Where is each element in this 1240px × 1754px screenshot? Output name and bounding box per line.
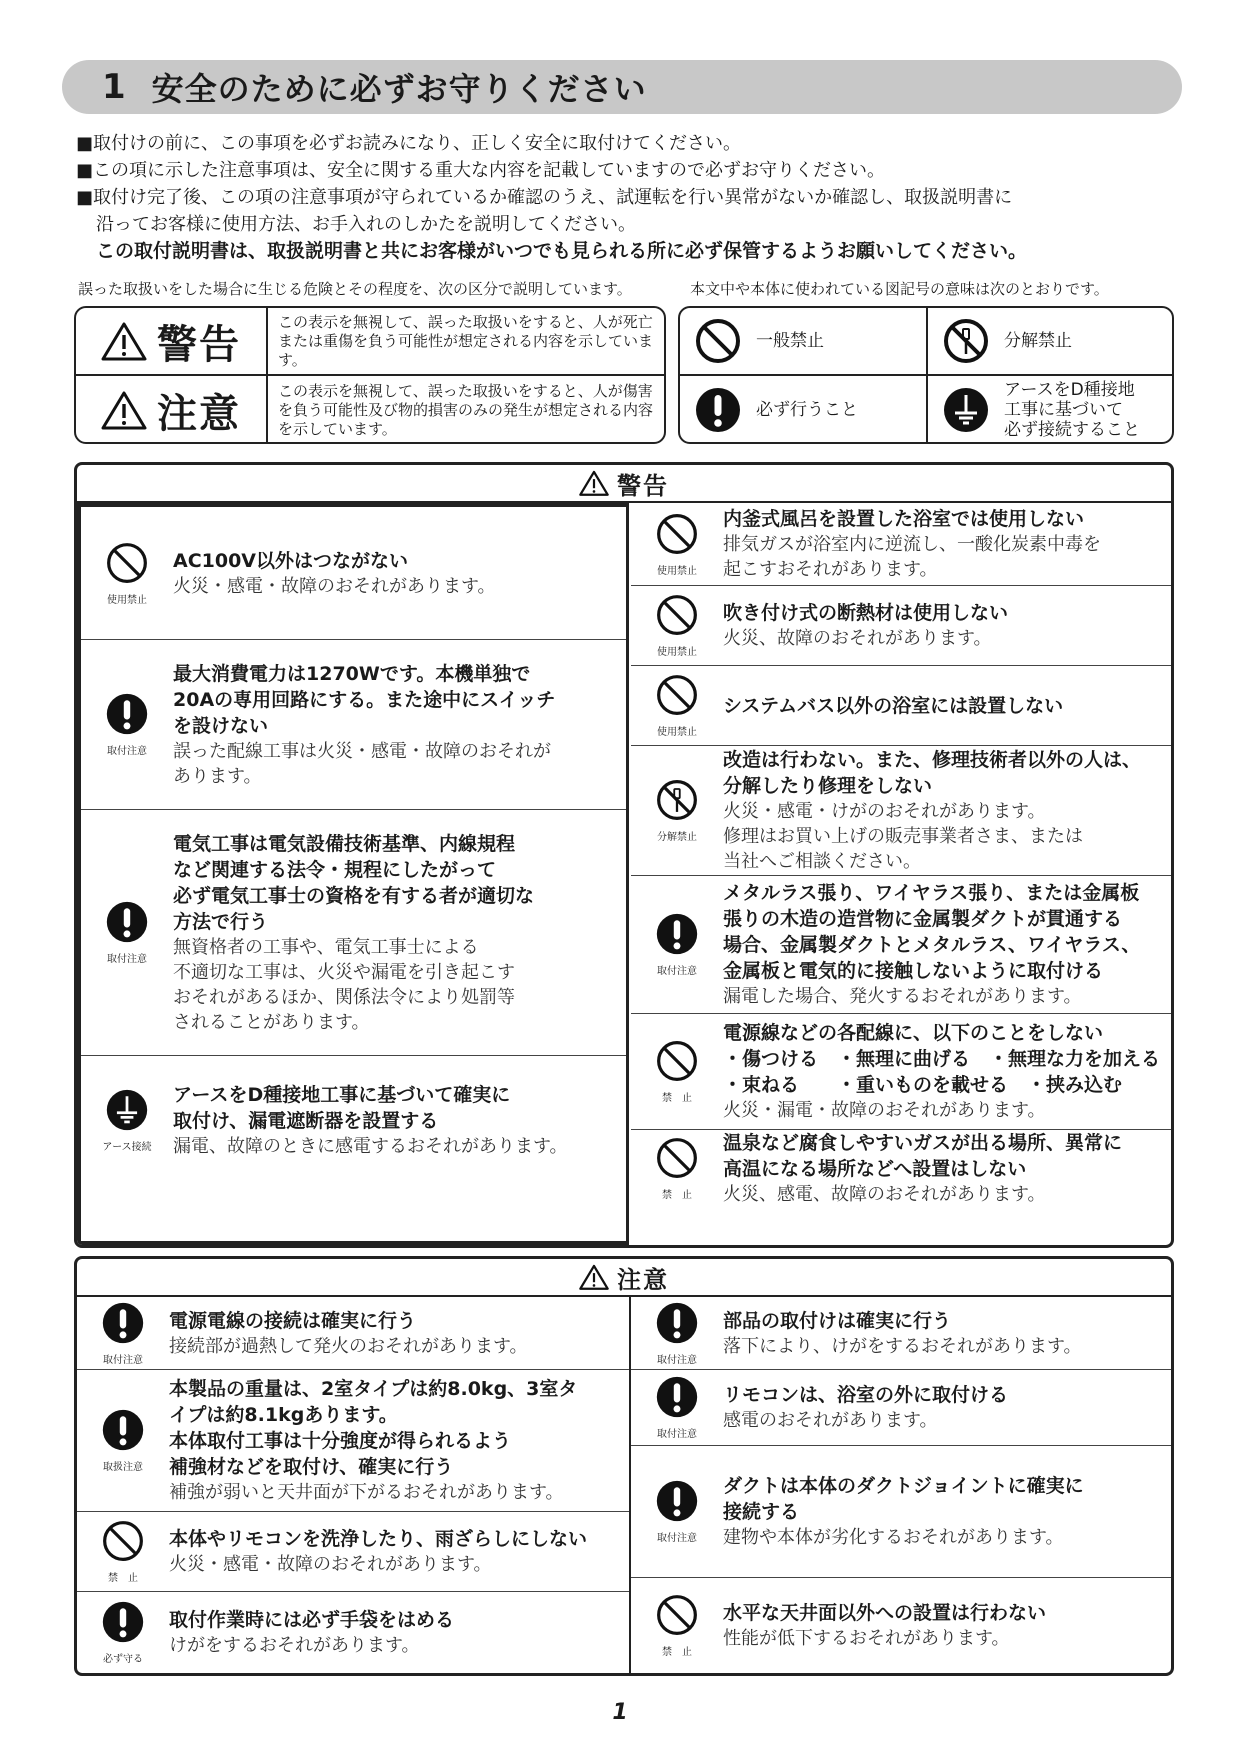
- item-heading: 高温になる場所などへ設置はしない: [723, 1158, 1027, 1180]
- icon-caption: 使用禁止: [657, 727, 697, 738]
- item-heading: メタルラス張り、ワイヤラス張り、または金属板: [723, 882, 1140, 904]
- page-number: 1: [612, 1700, 628, 1725]
- icon-caption: 分解禁止: [657, 832, 697, 843]
- item-heading: 取付け、漏電遮断器を設置する: [173, 1110, 439, 1132]
- intro-text: [76, 130, 1186, 265]
- item-heading: システムバス以外の浴室には設置しない: [723, 694, 1064, 717]
- mandatory-icon: [105, 692, 149, 740]
- item-heading: 金属板と電気的に接触しないように取付ける: [723, 960, 1104, 982]
- safety-item: [77, 1369, 629, 1511]
- mandatory-icon: [101, 1600, 145, 1648]
- item-heading: 電気工事は電気設備技術基準、内線規程: [173, 832, 516, 855]
- caution-section-title: 注意: [617, 1265, 669, 1294]
- disassembly-icon: [942, 317, 990, 365]
- item-heading: アースをD種接地工事に基づいて確実に: [173, 1084, 511, 1106]
- mandatory-icon: [655, 1375, 699, 1423]
- item-heading: ・束ねる ・重いものを載せる ・挟み込む: [723, 1074, 1123, 1096]
- caution-level-row: [76, 376, 664, 444]
- symbol-label: 工事に基づいて: [1004, 400, 1123, 420]
- warning-section-header: [77, 465, 1171, 503]
- symbol-label: 必ず接続すること: [1004, 420, 1140, 440]
- safety-item: [631, 503, 1171, 585]
- intro-line: 沿ってお客様に使用方法、お手入れのしかたを説明してください。: [96, 214, 636, 235]
- item-heading: リモコンは、浴室の外に取付ける: [723, 1384, 1009, 1406]
- symbols-caption: 本文中や本体に使われている図記号の意味は次のとおりです。: [690, 280, 1109, 298]
- item-body: 排気ガスが浴室内に逆流し、一酸化炭素中毒を: [723, 534, 1101, 555]
- warning-level-desc: この表示を無視して、誤った取扱いをすると、人が死亡または重傷を負う可能性が想定される内容を示しています。: [278, 312, 654, 369]
- item-heading: 温泉など腐食しやすいガスが出る場所、異常に: [723, 1132, 1123, 1154]
- item-heading: 電源線などの各配線に、以下のことをしない: [723, 1022, 1104, 1044]
- mandatory-icon: [655, 1301, 699, 1349]
- item-heading: 最大消費電力は1270Wです。本機単独で: [173, 662, 531, 685]
- caution-level-desc: この表示を無視して、誤った取扱いをすると、人が傷害を負う可能性及び物的損害のみの発生が想定される内容を示しています。: [278, 381, 654, 438]
- item-body: 火災・感電・故障のおそれがあります。: [169, 1554, 492, 1575]
- item-heading: 張りの木造の造営物に金属製ダクトが貫通する: [723, 908, 1123, 930]
- page-title: 安全のために必ずお守りください: [151, 70, 647, 108]
- prohibit-icon: [105, 541, 149, 589]
- icon-caption: 取付注意: [107, 954, 147, 965]
- item-heading: 取付作業時には必ず手袋をはめる: [169, 1609, 455, 1631]
- symbol-label: 分解禁止: [1004, 331, 1072, 351]
- item-heading: 本製品の重量は、2室タイプは約8.0kg、3室タ: [169, 1378, 578, 1400]
- icon-caption: 取扱注意: [103, 1462, 143, 1473]
- icon-caption: 使用禁止: [107, 594, 147, 606]
- section-number: 1: [102, 67, 126, 107]
- item-body: 漏電した場合、発火するおそれがあります。: [723, 986, 1082, 1007]
- item-heading: イプは約8.1kgあります。: [169, 1404, 398, 1426]
- safety-item: [77, 1297, 629, 1369]
- safety-item: [631, 1129, 1171, 1207]
- item-heading: 補強材などを取付け、確実に行う: [169, 1456, 454, 1478]
- item-heading: 方法で行う: [173, 910, 269, 933]
- symbol-mandatory: [680, 376, 928, 444]
- item-heading: など関連する法令・規程にしたがって: [173, 858, 497, 881]
- item-body: 漏電、故障のときに感電するおそれがあります。: [173, 1136, 568, 1157]
- mandatory-icon: [694, 386, 742, 434]
- item-body: 誤った配線工事は火災・感電・故障のおそれが: [173, 740, 551, 762]
- safety-item: [81, 639, 626, 809]
- safety-item: [631, 1577, 1171, 1673]
- safety-item: [631, 1013, 1171, 1129]
- item-body: 当社へご相談ください。: [723, 851, 921, 872]
- item-heading: 接続する: [723, 1501, 800, 1523]
- item-body: けがをするおそれがあります。: [169, 1635, 420, 1656]
- item-body: 接続部が過熱して発火のおそれがあります。: [169, 1335, 528, 1357]
- symbol-disassembly: [928, 308, 1174, 376]
- mandatory-icon: [655, 912, 699, 960]
- intro-emphasis: この取付説明書は、取扱説明書と共にお客様がいつでも見られる所に必ず保管するようお願いしてください。: [96, 240, 1028, 262]
- safety-item: [77, 1511, 629, 1591]
- icon-caption: 取付注意: [657, 1429, 697, 1440]
- prohibit-icon: [655, 673, 699, 721]
- safety-item: [77, 1591, 629, 1673]
- prohibit-icon: [655, 1039, 699, 1087]
- item-heading: 部品の取付けは確実に行う: [723, 1309, 952, 1332]
- mandatory-icon: [655, 1479, 699, 1527]
- caution-level-label: 注意: [157, 390, 241, 437]
- warning-level-label: 警告: [157, 321, 241, 368]
- safety-item: [631, 585, 1171, 665]
- warning-triangle-icon: [579, 1264, 609, 1290]
- item-body: おそれがあるほか、関係法令により処罰等: [173, 986, 515, 1008]
- item-heading: 必ず電気工事士の資格を有する者が適切な: [173, 884, 535, 907]
- earth-icon: [942, 386, 990, 434]
- safety-item: [81, 809, 626, 1055]
- item-body: 無資格者の工事や、電気工事士による: [173, 936, 479, 958]
- symbol-label: 一般禁止: [756, 331, 824, 351]
- hazard-levels-legend: [74, 306, 666, 444]
- item-body: 火災・漏電・故障のおそれがあります。: [723, 1100, 1046, 1121]
- earth-icon: [105, 1088, 149, 1136]
- safety-item: [631, 745, 1171, 875]
- icon-caption: 使用禁止: [657, 565, 697, 577]
- item-heading: 内釜式風呂を設置した浴室では使用しない: [723, 508, 1085, 530]
- icon-caption: 必ず守る: [103, 1654, 143, 1665]
- item-heading: 分解したり修理をしない: [723, 775, 933, 797]
- caution-right-column: [629, 1297, 1171, 1673]
- icon-caption: アース接続: [102, 1142, 152, 1153]
- prohibit-icon: [655, 1593, 699, 1641]
- item-heading: 場合、金属製ダクトとメタルラス、ワイヤラス、: [723, 934, 1141, 956]
- item-body: 感電のおそれがあります。: [723, 1410, 938, 1431]
- safety-item: [631, 1445, 1171, 1577]
- item-heading: 20Aの専用回路にする。また途中にスイッチ: [173, 688, 556, 711]
- icon-caption: 禁 止: [108, 1573, 138, 1584]
- prohibit-icon: [655, 593, 699, 641]
- mandatory-icon: [101, 1301, 145, 1349]
- item-body: 火災、故障のおそれがあります。: [723, 628, 992, 649]
- warning-triangle-icon: [579, 470, 609, 496]
- safety-item: [81, 507, 626, 639]
- item-heading: を設けない: [173, 714, 269, 737]
- symbol-earth: [928, 376, 1174, 444]
- item-body: 修理はお買い上げの販売事業者さま、または: [723, 826, 1083, 847]
- disassembly-icon: [655, 778, 699, 826]
- caution-left-column: [77, 1297, 629, 1673]
- item-body: 火災、感電、故障のおそれがあります。: [723, 1184, 1046, 1205]
- levels-caption: 誤った取扱いをした場合に生じる危険とその程度を、次の区分で説明しています。: [78, 280, 632, 298]
- warning-triangle-icon: [101, 390, 147, 430]
- warning-section-title: 警告: [617, 471, 669, 500]
- prohibit-icon: [655, 1136, 699, 1184]
- icon-caption: 使用禁止: [657, 647, 697, 658]
- symbol-label: アースをD種接地: [1004, 380, 1135, 400]
- prohibit-icon: [101, 1519, 145, 1567]
- item-body: 火災・感電・けがのおそれがあります。: [723, 801, 1046, 822]
- symbols-legend: [678, 306, 1174, 444]
- safety-item: [631, 1369, 1171, 1445]
- intro-line: ■取付けの前に、この事項を必ずお読みになり、正しく安全に取付けてください。: [76, 133, 742, 154]
- warning-left-column: [77, 503, 629, 1245]
- item-heading: 改造は行わない。また、修理技術者以外の人は、: [723, 749, 1142, 771]
- item-body: 建物や本体が劣化するおそれがあります。: [723, 1527, 1064, 1548]
- warning-section: [74, 462, 1174, 1248]
- item-body: 補強が弱いと天井面が下がるおそれがあります。: [169, 1482, 564, 1503]
- icon-caption: 禁 止: [662, 1190, 692, 1201]
- item-heading: ダクトは本体のダクトジョイントに確実に: [723, 1475, 1084, 1497]
- icon-caption: 取付注意: [657, 966, 697, 977]
- item-body: あります。: [173, 765, 262, 787]
- item-body: されることがあります。: [173, 1011, 370, 1033]
- item-heading: AC100V以外はつながない: [173, 549, 409, 572]
- item-heading: 本体やリモコンを洗浄したり、雨ざらしにしない: [169, 1528, 588, 1550]
- item-heading: 水平な天井面以外への設置は行わない: [723, 1602, 1047, 1624]
- intro-line: ■この項に示した注意事項は、安全に関する重大な内容を記載していますので必ずお守りください。: [76, 160, 886, 181]
- icon-caption: 禁 止: [662, 1647, 692, 1658]
- item-body: 不適切な工事は、火災や漏電を引き起こす: [173, 961, 515, 983]
- safety-item: [81, 1055, 626, 1185]
- item-body: 起こすおそれがあります。: [723, 559, 938, 580]
- mandatory-icon: [101, 1408, 145, 1456]
- safety-item: [631, 875, 1171, 1013]
- safety-item: [631, 665, 1171, 745]
- item-body: 性能が低下するおそれがあります。: [723, 1628, 1010, 1649]
- icon-caption: 取付注意: [657, 1533, 697, 1544]
- item-body: 火災・感電・故障のおそれがあります。: [173, 575, 496, 597]
- icon-caption: 取付注意: [657, 1354, 697, 1366]
- item-heading: ・傷つける ・無理に曲げる ・無理な力を加える: [723, 1048, 1161, 1070]
- caution-section-header: [77, 1259, 1171, 1297]
- item-heading: 電源電線の接続は確実に行う: [169, 1309, 417, 1332]
- warning-level-row: [76, 308, 664, 376]
- mandatory-icon: [105, 900, 149, 948]
- icon-caption: 取付注意: [107, 746, 147, 757]
- item-heading: 吹き付け式の断熱材は使用しない: [723, 602, 1009, 624]
- section-title-bar: [62, 60, 1182, 114]
- intro-line: ■取付け完了後、この項の注意事項が守られているか確認のうえ、試運転を行い異常がないか確認し、取扱説明書に: [76, 187, 1013, 208]
- item-heading: 本体取付工事は十分強度が得られるよう: [169, 1430, 512, 1452]
- warning-triangle-icon: [101, 321, 147, 361]
- prohibit-icon: [655, 512, 699, 560]
- safety-item: [631, 1297, 1171, 1369]
- item-body: 落下により、けがをするおそれがあります。: [723, 1335, 1082, 1357]
- icon-caption: 禁 止: [662, 1093, 692, 1104]
- symbol-prohibit: [680, 308, 928, 376]
- icon-caption: 取付注意: [103, 1354, 143, 1366]
- prohibit-icon: [694, 317, 742, 365]
- caution-section: [74, 1256, 1174, 1676]
- symbol-label: 必ず行うこと: [756, 400, 858, 420]
